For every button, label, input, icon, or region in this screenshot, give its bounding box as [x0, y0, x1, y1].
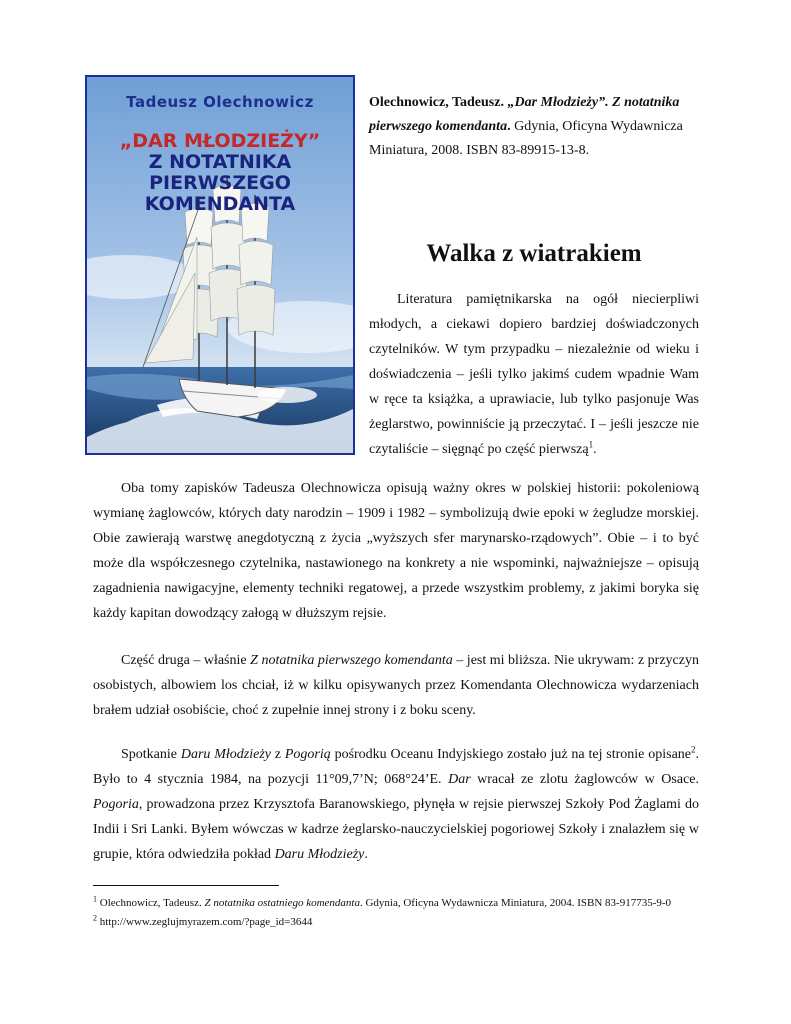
article-title: Walka z wiatrakiem	[426, 240, 642, 267]
footnote-text: Olechnowicz, Tadeusz.	[97, 897, 205, 909]
intro-text: Literatura pamiętnikarska na ogół niecierpliwi młodych, a ciekawi dopiero bardziej doświadczonych czytelników. W tym przypadku – niezależnie od wieku i doświadczenia – jeśli tylko jakimś cudem wpadnie Wam w ręce ta książka, a uprawiacie, lub tylko pasjonuje Was żeglarstwo, powinniście ją przeczytać. I – jeśli jeszcze nie czytaliście – sięgnąć po część pierwszą	[369, 292, 699, 457]
footnote-ref[interactable]: 2	[691, 744, 696, 755]
body-paragraph: Oba tomy zapisków Tadeusza Olechnowicza opisują ważny okres w polskiej historii: pokoleniową wymianę żaglowców, których daty narodzin – 1909 i 1982 – symbolizują dwie epoki w żegludze morskiej. Obie zawierają warstwę anegdotyczną z życia „wyższych sfer marynarsko-rządowych”. Obie – i to być może dla współczesnego czytelnika, nastawionego na konkrety a nie wspominki, najważniejsze – opisują zagadnienia nawigacyjne, elementy techniki regatowej, a przede wszystkim problemy, z jakimi boryka się każdy kapitan dowodzący załogą w dłuższym rejsie.	[93, 481, 699, 621]
text-run: pośrodku Oceanu Indyjskiego zostało już na tej stronie opisane	[330, 747, 691, 762]
footnote-link[interactable]: http://www.zeglujmyrazem.com/?page_id=3644	[97, 916, 313, 928]
intro-end: .	[593, 442, 597, 457]
body-paragraph	[93, 742, 699, 867]
text-run: , prowadzona przez Krzysztofa Baranowskiego, płynęła w rejsie pierwszej Szkoły Pod Żaglami do Indii i Sri Lanki. Byłem wówczas w kadrze żeglarsko-nauczycielskiej pogoriowej Szkoły i znalazłem się w grupie, która odwiedziła pokład	[93, 797, 699, 862]
text-run: z	[270, 747, 285, 762]
text-run: Spotkanie	[121, 747, 181, 762]
body-paragraph	[93, 648, 699, 723]
footnote-number: 2	[93, 913, 97, 923]
italic-title: Z notatnika pierwszego komendanta	[250, 653, 453, 668]
cover-title-line: „DAR MŁODZIEŻY”	[119, 130, 321, 152]
ship-name: Pogorią	[284, 747, 331, 762]
ship-name: Pogoria	[93, 797, 139, 812]
ship-name: Daru Młodzieży	[180, 747, 271, 762]
footnote-italic-title: Z notatnika ostatniego komendanta	[204, 897, 360, 909]
citation-title: pierwszego komendanta	[369, 119, 508, 134]
cover-title-line: PIERWSZEGO	[149, 172, 291, 194]
footnotes	[93, 894, 713, 932]
bibliographic-citation	[369, 91, 705, 163]
ship-name: Daru Młodzieży	[274, 847, 365, 862]
cover-title	[87, 131, 353, 215]
citation-publisher: Miniatura, 2008. ISBN 83-89915-13-8.	[369, 143, 590, 158]
citation-period: .	[507, 119, 511, 134]
ship-name: Dar	[448, 772, 471, 787]
text-run: . Było to 4 stycznia 1984, na pozycji 11°09,7’N; 068°24’E.	[93, 747, 699, 787]
footnote-text: . Gdynia, Oficyna Wydawnicza Miniatura, 2004. ISBN 83-917735-9-0	[359, 897, 672, 909]
text-run: Część druga – właśnie	[121, 653, 251, 668]
citation-author: Olechnowicz, Tadeusz.	[369, 95, 504, 110]
intro-paragraph	[369, 287, 699, 462]
cover-author: Tadeusz Olechnowicz	[126, 93, 314, 111]
cover-title-line: KOMENDANTA	[144, 193, 296, 215]
text-run: .	[364, 847, 368, 862]
cover-title-line: Z NOTATNIKA	[148, 151, 292, 173]
text-run: – jest mi bliższa. Nie ukrywam: z przyczyn osobistych, albowiem los chciał, iż w kilku opisywanych przez Komendanta Olechnowicza wydarzeniach brałem udział osobiście, choć z zupełnie innej strony i z boku sceny.	[93, 653, 699, 718]
footnote-ref[interactable]: 1	[588, 439, 594, 450]
citation-publisher: Gdynia, Oficyna Wydawnicza	[510, 119, 683, 134]
citation-title: „Dar Młodzieży”. Z notatnika	[507, 95, 680, 110]
footnote-1	[93, 894, 713, 913]
book-cover-image	[85, 75, 355, 455]
footnote-2	[93, 913, 713, 932]
footnote-separator	[93, 885, 279, 886]
footnote-number: 1	[93, 894, 97, 904]
text-run: wracał ze zlotu żaglowców w Osace.	[470, 772, 699, 787]
